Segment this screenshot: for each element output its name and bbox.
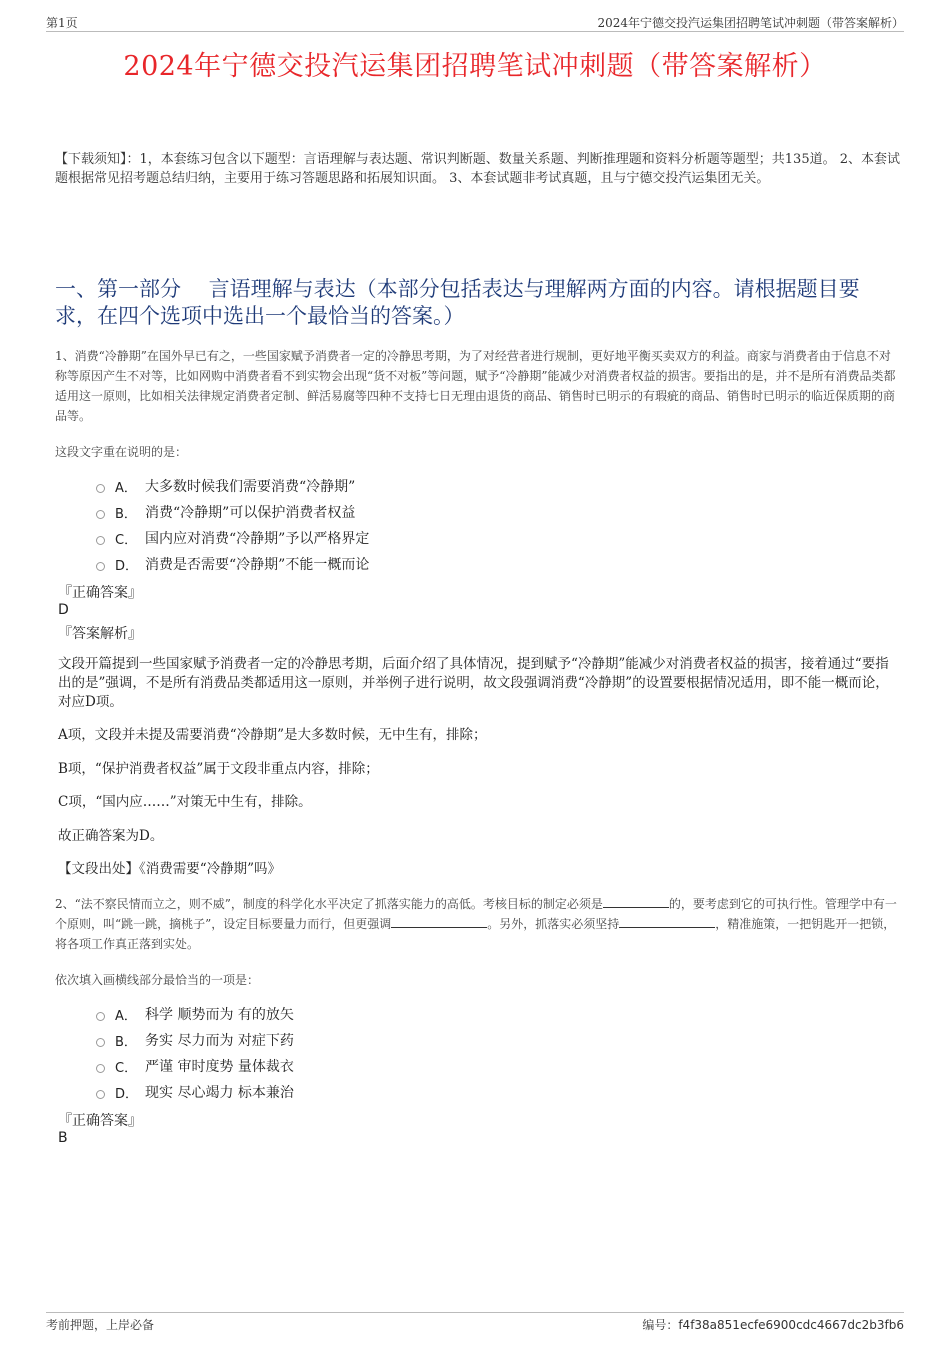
question-1-analysis-b: B项，“保护消费者权益”属于文段非重点内容，排除； xyxy=(58,761,379,777)
question-2-options xyxy=(96,1001,294,1105)
question-2-option-d[interactable]: D． 现实 尽心竭力 标本兼治 xyxy=(96,1079,294,1105)
question-2-option-a[interactable]: A． 科学 顺势而为 有的放矢 xyxy=(96,1001,294,1027)
radio-icon[interactable] xyxy=(96,562,105,571)
question-2-answer: B xyxy=(58,1130,68,1146)
question-2-prompt: 依次填入画横线部分最恰当的一项是： xyxy=(55,973,260,987)
radio-icon[interactable] xyxy=(96,536,105,545)
footer-code-label: 编号： xyxy=(642,1318,679,1332)
fill-blank-3 xyxy=(619,916,715,928)
page-header xyxy=(46,14,904,32)
section-heading: 一、第一部分 言语理解与表达（本部分包括表达与理解两方面的内容。请根据题目要求，在四个选项中选出一个最恰当的答案。） xyxy=(55,277,860,328)
question-1-option-c[interactable]: C． 国内应对消费“冷静期”予以严格界定 xyxy=(96,525,369,551)
footer-slogan: 考前押题，上岸必备 xyxy=(46,1318,155,1332)
question-1-option-b[interactable]: B． 消费“冷静期”可以保护消费者权益 xyxy=(96,499,369,525)
question-2-option-b[interactable]: B． 务实 尽力而为 对症下药 xyxy=(96,1027,294,1053)
question-1-prompt: 这段文字重在说明的是： xyxy=(55,445,188,459)
fill-blank-1 xyxy=(603,896,669,908)
radio-icon[interactable] xyxy=(96,1038,105,1047)
question-1-text: 1、消费“冷静期”在国外早已有之，一些国家赋予消费者一定的冷静思考期，为了对经营者进行规制，更好地平衡买卖双方的利益。商家与消费者由于信息不对称等原因产生不对等，比如网购中消费者看不到实物会出现“货不对板”等问题，赋予“冷静期”能减少对消费者权益的损害。要指出的是，并不是所有消费品类都适用这一原则，比如相关法律规定消费者定制、鲜活易腐等四种不支持七日无理由退货的商品、销售时已明示的有瑕疵的商品、销售时已明示的临近保质期的商品等。 xyxy=(55,349,896,423)
page-number: 第1页 xyxy=(46,16,78,30)
question-1-analysis-c: C项，“国内应……”对策无中生有，排除。 xyxy=(58,794,312,810)
question-1-answer: D xyxy=(58,602,69,618)
radio-icon[interactable] xyxy=(96,1012,105,1021)
question-1-analysis-a: A项，文段并未提及需要消费“冷静期”是大多数时候，无中生有，排除； xyxy=(58,727,487,743)
document-title: 2024年宁德交投汽运集团招聘笔试冲刺题（带答案解析） xyxy=(123,51,827,82)
question-1-options xyxy=(96,473,369,577)
radio-icon[interactable] xyxy=(96,510,105,519)
question-1-analysis-label: 『答案解析』 xyxy=(58,626,142,642)
question-1-answer-label: 『正确答案』 xyxy=(58,585,142,601)
footer-code-value: f4f38a851ecfe6900cdc4667dc2b3fb6 xyxy=(678,1318,904,1332)
question-2-answer-label: 『正确答案』 xyxy=(58,1113,142,1129)
radio-icon[interactable] xyxy=(96,484,105,493)
question-2-option-c[interactable]: C． 严谨 审时度势 量体裁衣 xyxy=(96,1053,294,1079)
question-1-option-a[interactable]: A． 大多数时候我们需要消费“冷静期” xyxy=(96,473,369,499)
header-doc-title: 2024年宁德交投汽运集团招聘笔试冲刺题（带答案解析） xyxy=(597,16,904,30)
footer-code xyxy=(642,1316,904,1333)
page-footer xyxy=(46,1312,904,1332)
download-notice: 【下载须知】：1，本套练习包含以下题型：言语理解与表达题、常识判断题、数量关系题、判断推理题和资料分析题等题型；共135道。 2、本套试题根据常见招考题总结归纳，主要用于练习答题思路和拓展知识面。 3、本套试题非考试真题，且与宁德交投汽运集团无关。 xyxy=(55,152,900,186)
radio-icon[interactable] xyxy=(96,1064,105,1073)
question-2-text: 2、“法不察民情而立之，则不威”，制度的科学化水平决定了抓落实能力的高低。考核目标的制定必须是 的，要考虑到它的可执行性。管理学中有一个原则，叫“跳一跳，摘桃子”，设定目标要量力而行，但更强调 。另外，抓落实必须坚持 ，精准施策，一把钥匙开一把锁，将各项工作真正落到实处。 xyxy=(55,897,897,951)
fill-blank-2 xyxy=(391,916,487,928)
question-1-source: 【文段出处】《消费需要“冷静期”吗》 xyxy=(58,861,282,877)
question-1-analysis-main: 文段开篇提到一些国家赋予消费者一定的冷静思考期，后面介绍了具体情况，提到赋予“冷静期”能减少对消费者权益的损害，接着通过“要指出的是”强调，不是所有消费品类都适用这一原则，并举例子进行说明，故文段强调消费“冷静期”的设置要根据情况适用，即不能一概而论，对应D项。 xyxy=(58,656,889,710)
radio-icon[interactable] xyxy=(96,1090,105,1099)
question-1-analysis-conclusion: 故正确答案为D。 xyxy=(58,828,164,844)
question-1-option-d[interactable]: D． 消费是否需要“冷静期”不能一概而论 xyxy=(96,551,369,577)
